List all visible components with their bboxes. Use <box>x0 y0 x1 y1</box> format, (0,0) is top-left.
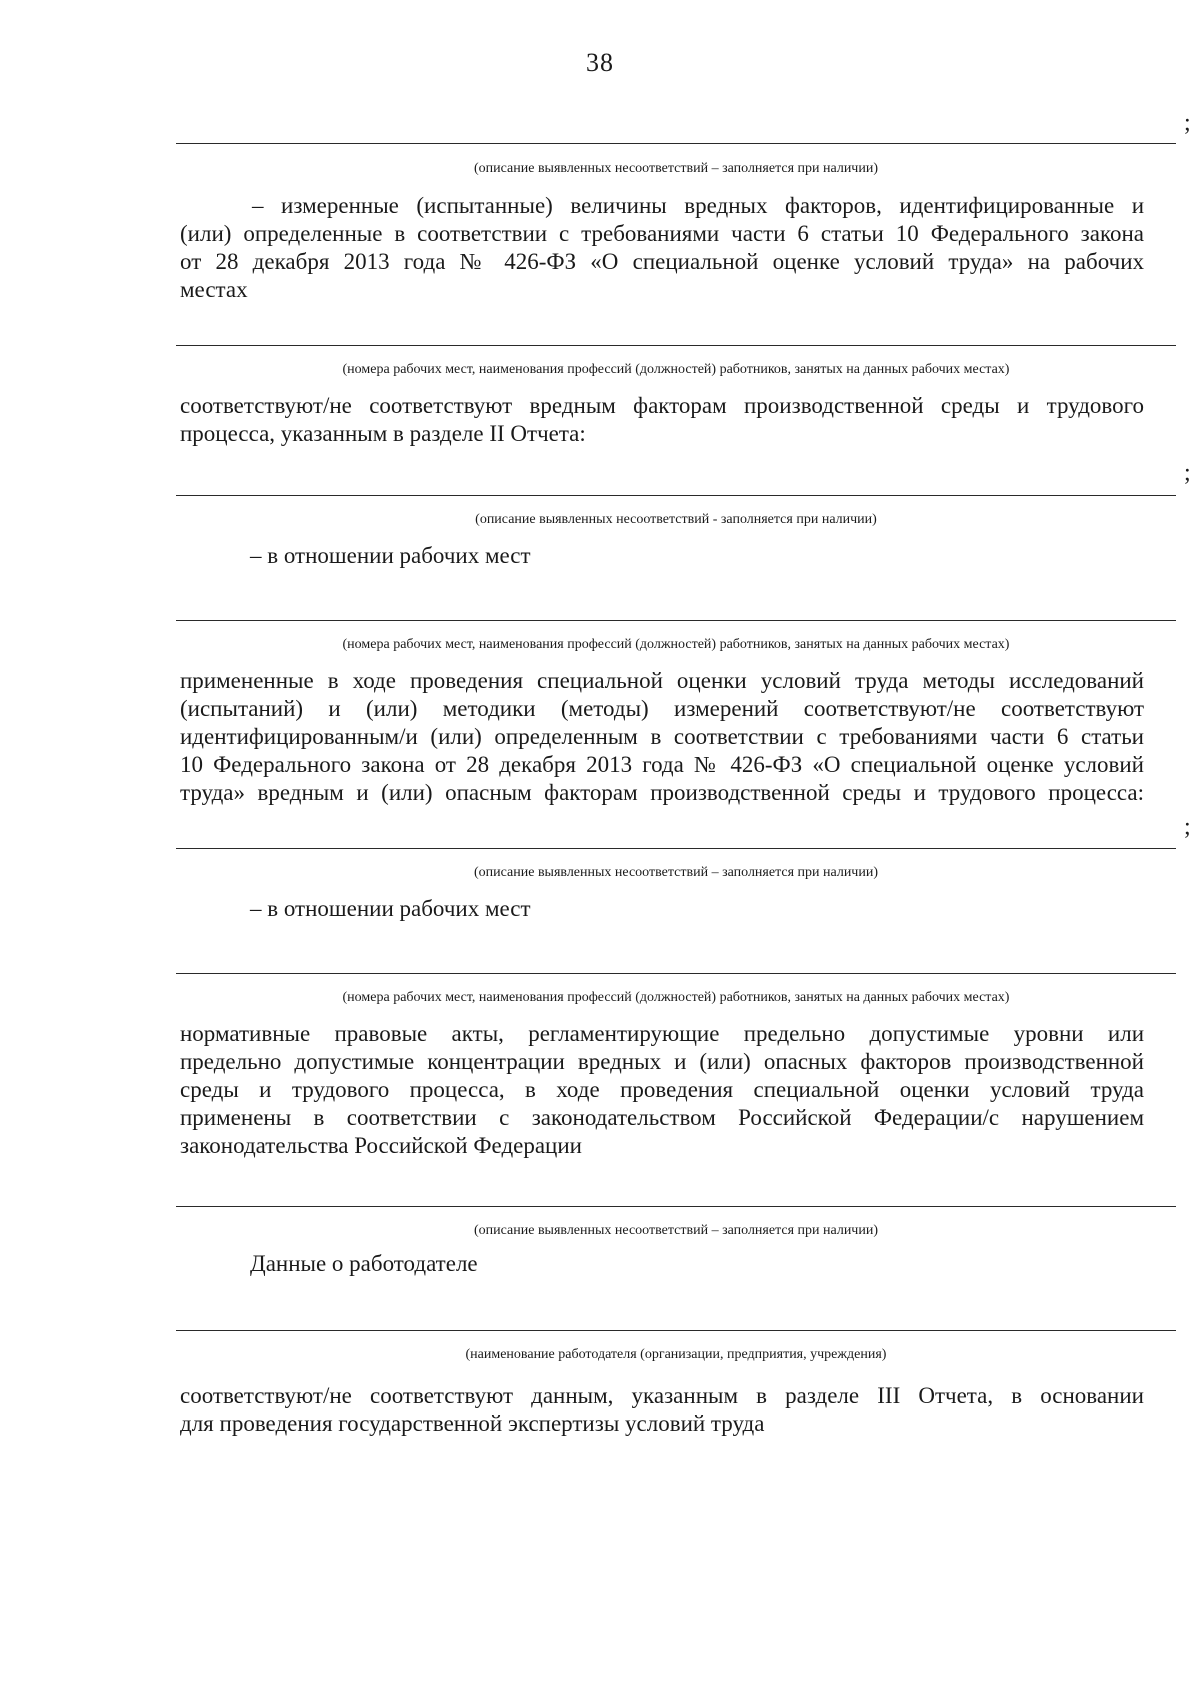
text-line: (или) определенные в соответствии с требованиями части 6 статьи 10 Федерального закона <box>180 221 1144 246</box>
text-line: примененные в ходе проведения специальной оценки условий труда методы исследований <box>180 668 1144 693</box>
text-line: труда» вредным и (или) опасным факторам производственной среды и трудового процесса: <box>180 780 1144 805</box>
fill-in-line <box>176 1330 1176 1331</box>
text-line: – измеренные (испытанные) величины вредных факторов, идентифицированные и <box>252 193 1144 218</box>
text-line: применены в соответствии с законодательством Российской Федерации/с нарушением <box>180 1105 1144 1130</box>
text-line: процесса, указанным в разделе II Отчета: <box>180 421 586 446</box>
line-semicolon: ; <box>1184 460 1191 486</box>
paragraph-methods <box>180 667 1144 807</box>
caption-nonconformities: (описание выявленных несоответствий – заполняется при наличии) <box>474 161 878 176</box>
employer-lead: Данные о работодателе <box>250 1251 478 1276</box>
text-line: среды и трудового процесса, в ходе проведения специальной оценки условий труда <box>180 1077 1144 1102</box>
text-line: для проведения государственной экспертизы условий труда <box>180 1411 765 1436</box>
fill-in-line <box>176 620 1176 621</box>
fill-in-line <box>176 848 1176 849</box>
paragraph-correspond-factors <box>180 392 1144 448</box>
caption-nonconformities: (описание выявленных несоответствий – заполняется при наличии) <box>474 1223 878 1238</box>
text-line: предельно допустимые концентрации вредных и (или) опасных факторов производственной <box>180 1049 1144 1074</box>
paragraph-measured-values <box>180 192 1144 304</box>
text-line: 10 Федерального закона от 28 декабря 2013 года № 426-ФЗ «О специальной оценке условий <box>180 752 1144 777</box>
paragraph-normative-acts <box>180 1020 1144 1160</box>
text-line: местах <box>180 277 248 302</box>
caption-nonconformities: (описание выявленных несоответствий – заполняется при наличии) <box>474 865 878 880</box>
text-line: соответствуют/не соответствуют данным, указанным в разделе III Отчета, в основании <box>180 1383 1144 1408</box>
caption-workplaces: (номера рабочих мест, наименования профессий (должностей) работников, занятых на данных рабочих местах) <box>342 637 1010 652</box>
caption-nonconformities: (описание выявленных несоответствий - заполняется при наличии) <box>475 512 877 527</box>
page-number: 38 <box>586 48 614 77</box>
line-semicolon: ; <box>1184 110 1191 136</box>
text-line: идентифицированным/и (или) определенным в соответствии с требованиями части 6 статьи <box>180 724 1144 749</box>
workplaces-lead: – в отношении рабочих мест <box>250 543 531 568</box>
fill-in-line <box>176 143 1176 144</box>
fill-in-line <box>176 345 1176 346</box>
text-line: от 28 декабря 2013 года № 426-ФЗ «О специальной оценке условий труда» на рабочих <box>180 249 1144 274</box>
caption-employer: (наименование работодателя (организации, предприятия, учреждения) <box>465 1347 887 1362</box>
text-line: (испытаний) и (или) методики (методы) измерений соответствуют/не соответствуют <box>180 696 1144 721</box>
paragraph-employer-correspond <box>180 1382 1144 1438</box>
fill-in-line <box>176 973 1176 974</box>
text-line: соответствуют/не соответствуют вредным факторам производственной среды и трудового <box>180 393 1144 418</box>
fill-in-line <box>176 1206 1176 1207</box>
caption-workplaces: (номера рабочих мест, наименования профессий (должностей) работников, занятых на данных рабочих местах) <box>342 990 1010 1005</box>
text-line: законодательства Российской Федерации <box>180 1133 582 1158</box>
caption-workplaces: (номера рабочих мест, наименования профессий (должностей) работников, занятых на данных рабочих местах) <box>342 362 1010 377</box>
line-semicolon: ; <box>1184 814 1191 840</box>
fill-in-line <box>176 495 1176 496</box>
workplaces-lead: – в отношении рабочих мест <box>250 896 531 921</box>
text-line: нормативные правовые акты, регламентирующие предельно допустимые уровни или <box>180 1021 1144 1046</box>
